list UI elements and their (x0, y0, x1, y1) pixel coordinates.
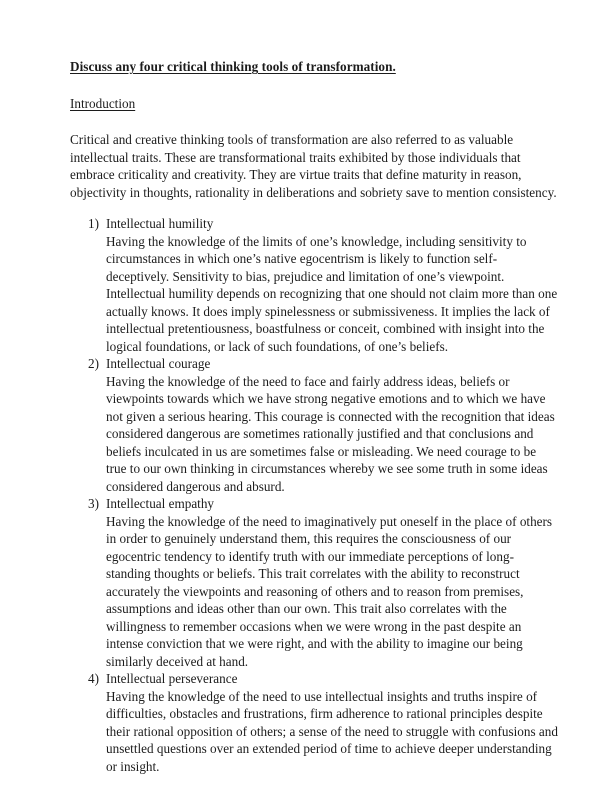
list-item-title: Intellectual empathy (106, 496, 215, 511)
list-item (70, 215, 558, 355)
list-item-marker: 3) (88, 496, 99, 511)
list-item-body: Having the knowledge of the limits of one’s knowledge, including sensitivity to circumstances in which one’s native egocentrism is likely to function self-deceptively. Sensitivity to bias, prejudice and limitation of one’s viewpoint. Intellectual humility depends on recognizing that one should not claim more than one actually knows. It does imply spinelessness or submissiveness. It implies the lack of intellectual pretentiousness, boastfulness or conceit, combined with insight into the logical foundations, or lack of such foundations, of one’s beliefs. (106, 233, 558, 354)
list-item-marker: 1) (88, 216, 99, 231)
list-item-body: Having the knowledge of the need to face and fairly address ideas, beliefs or viewpoints towards which we have strong negative emotions and to which we have not given a serious hearing. This courage is connected with the recognition that ideas considered dangerous are sometimes rationally justified and that conclusions and beliefs inculcated in us are sometimes false or misleading. We need courage to be true to our own thinking in circumstances whereby we see some truth in some ideas considered dangerous and absurd. (106, 373, 555, 494)
list-item (70, 355, 555, 495)
list-item-title: Intellectual humility (106, 216, 214, 231)
introduction-paragraph: Critical and creative thinking tools of transformation are also referred to as valuable intellectual traits. These are transformational traits exhibited by those individuals that embrace criticality and creativity. They are virtue traits that define maturity in reason, objectivity in thoughts, rationality in deliberations and sobriety save to mention consistency. (70, 132, 557, 200)
section-heading-introduction: Introduction (70, 95, 136, 111)
list-item-title: Intellectual perseverance (106, 671, 238, 686)
list-item-marker: 4) (88, 671, 99, 686)
list-item (70, 670, 558, 775)
page-title: Discuss any four critical thinking tools of transformation. (70, 59, 396, 74)
list-item-body: Having the knowledge of the need to imaginatively put oneself in the place of others in order to genuinely understand them, this requires the consciousness of our egocentric tendency to identify truth with our immediate perceptions of long-standing thoughts or beliefs. This trait correlates with the ability to reconstruct accurately the viewpoints and reasoning of others and to reason from premises, assumptions and ideas other than our own. This trait also correlates with the willingness to remember occasions when we were wrong in the past despite an intense conviction that we were right, and with the ability to imagine our being similarly deceived at hand. (106, 513, 553, 669)
tools-list (70, 215, 558, 775)
list-item-marker: 2) (88, 356, 99, 371)
list-item (70, 495, 555, 670)
list-item-body: Having the knowledge of the need to use intellectual insights and truths inspire of difficulties, obstacles and frustrations, firm adherence to rational principles despite their rational opposition of others; a sense of the need to struggle with confusions and unsettled questions over an extended period of time to achieve deeper understanding or insight. (106, 688, 558, 774)
list-item-title: Intellectual courage (106, 356, 211, 371)
